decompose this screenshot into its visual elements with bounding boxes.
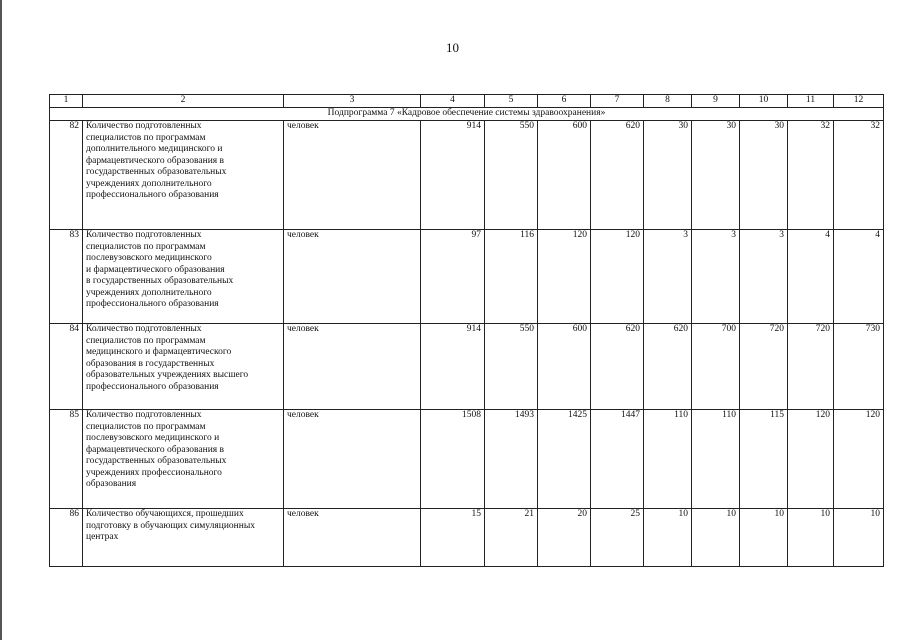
description-line: профессионального образования: [86, 190, 219, 200]
value-cell: 120: [834, 410, 884, 509]
unit-of-measure: человек: [284, 509, 421, 567]
description-line: в государственных образовательных: [86, 276, 234, 286]
description-line: Количество подготовленных: [86, 121, 202, 131]
indicator-description: [83, 324, 284, 410]
description-line: и фармацевтического образования: [86, 264, 225, 275]
description-line: специалистов по программам: [86, 335, 206, 346]
value-cell: 110: [644, 410, 692, 509]
description-line: медицинского и фармацевтического: [86, 347, 232, 357]
value-cell: 3: [644, 230, 692, 324]
value-cell: 30: [644, 121, 692, 230]
column-header: 12: [834, 95, 884, 108]
description-line: центрах: [86, 532, 119, 542]
description-line: образования: [86, 479, 137, 489]
column-header: 7: [591, 95, 644, 108]
value-cell: 700: [692, 324, 740, 410]
column-header: 6: [538, 95, 591, 108]
value-cell: 620: [644, 324, 692, 410]
description-line: Количество подготовленных: [86, 410, 202, 420]
description-line: специалистов по программам: [86, 132, 206, 143]
value-cell: 10: [692, 509, 740, 567]
unit-of-measure: человек: [284, 324, 421, 410]
page-left-edge: [0, 0, 2, 640]
value-cell: 1493: [485, 410, 538, 509]
table-body: [50, 95, 884, 567]
description-line: дополнительного медицинского и: [86, 144, 223, 154]
description-line: фармацевтического образования в: [86, 444, 225, 455]
description-line: учреждениях профессионального: [86, 467, 222, 478]
value-cell: 32: [834, 121, 884, 230]
value-cell: 3: [740, 230, 788, 324]
column-header: 11: [788, 95, 834, 108]
value-cell: 620: [591, 121, 644, 230]
description-line: Количество подготовленных: [86, 324, 202, 334]
description-line: государственных образовательных: [86, 167, 227, 177]
value-cell: 10: [740, 509, 788, 567]
description-line: государственных образовательных: [86, 456, 227, 466]
column-header: 8: [644, 95, 692, 108]
indicator-description: [83, 509, 284, 567]
value-cell: 914: [421, 121, 485, 230]
table-row: [50, 509, 884, 567]
value-cell: 120: [591, 230, 644, 324]
description-line: послевузовского медицинского: [86, 253, 212, 263]
row-number: 84: [50, 324, 83, 410]
description-line: профессионального образования: [86, 381, 219, 392]
row-number: 86: [50, 509, 83, 567]
column-header: 5: [485, 95, 538, 108]
description-line: подготовку в обучающих симуляционных: [86, 520, 255, 531]
value-cell: 10: [788, 509, 834, 567]
value-cell: 30: [692, 121, 740, 230]
description-line: специалистов по программам: [86, 421, 206, 432]
value-cell: 550: [485, 121, 538, 230]
row-number: 83: [50, 230, 83, 324]
value-cell: 115: [740, 410, 788, 509]
unit-of-measure: человек: [284, 410, 421, 509]
unit-of-measure: человек: [284, 230, 421, 324]
value-cell: 110: [692, 410, 740, 509]
value-cell: 1447: [591, 410, 644, 509]
table-row: [50, 230, 884, 324]
page-number: 10: [446, 40, 459, 55]
row-number: 85: [50, 410, 83, 509]
subprogram-title: Подпрограмма 7 «Кадровое обеспечение системы здравоохранения»: [50, 108, 884, 121]
description-line: специалистов по программам: [86, 241, 206, 252]
value-cell: 32: [788, 121, 834, 230]
description-line: фармацевтического образования в: [86, 155, 225, 166]
table-row: [50, 121, 884, 230]
value-cell: 1508: [421, 410, 485, 509]
value-cell: 720: [788, 324, 834, 410]
table-row: [50, 324, 884, 410]
value-cell: 600: [538, 324, 591, 410]
description-line: учреждениях дополнительного: [86, 287, 212, 298]
table-row: [50, 410, 884, 509]
value-cell: 30: [740, 121, 788, 230]
description-line: Количество обучающихся, прошедших: [86, 509, 244, 519]
indicator-description: [83, 410, 284, 509]
value-cell: 4: [834, 230, 884, 324]
row-number: 82: [50, 121, 83, 230]
value-cell: 120: [538, 230, 591, 324]
description-line: послевузовского медицинского и: [86, 433, 220, 443]
value-cell: 4: [788, 230, 834, 324]
value-cell: 10: [644, 509, 692, 567]
value-cell: 97: [421, 230, 485, 324]
value-cell: 120: [788, 410, 834, 509]
value-cell: 600: [538, 121, 591, 230]
column-header: 3: [284, 95, 421, 108]
value-cell: 10: [834, 509, 884, 567]
indicator-description: [83, 230, 284, 324]
value-cell: 25: [591, 509, 644, 567]
column-header: 1: [50, 95, 83, 108]
value-cell: 620: [591, 324, 644, 410]
value-cell: 116: [485, 230, 538, 324]
description-line: учреждениях дополнительного: [86, 178, 212, 189]
value-cell: 550: [485, 324, 538, 410]
column-number-row: [50, 95, 884, 108]
column-header: 2: [83, 95, 284, 108]
unit-of-measure: человек: [284, 121, 421, 230]
description-line: Количество подготовленных: [86, 230, 202, 240]
indicators-table: [49, 94, 884, 567]
description-line: профессионального образования: [86, 299, 219, 309]
column-header: 10: [740, 95, 788, 108]
description-line: образовательных учреждениях высшего: [86, 370, 249, 380]
subprogram-row: [50, 108, 884, 121]
value-cell: 21: [485, 509, 538, 567]
column-header: 4: [421, 95, 485, 108]
value-cell: 730: [834, 324, 884, 410]
value-cell: 1425: [538, 410, 591, 509]
value-cell: 20: [538, 509, 591, 567]
column-header: 9: [692, 95, 740, 108]
value-cell: 3: [692, 230, 740, 324]
value-cell: 15: [421, 509, 485, 567]
indicator-description: [83, 121, 284, 230]
value-cell: 914: [421, 324, 485, 410]
description-line: образования в государственных: [86, 358, 215, 369]
value-cell: 720: [740, 324, 788, 410]
